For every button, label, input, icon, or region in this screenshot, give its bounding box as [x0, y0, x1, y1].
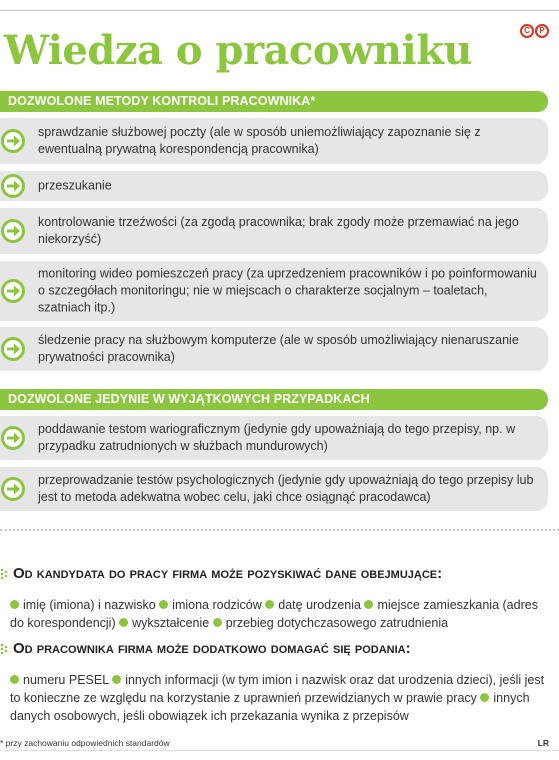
list-item-text: monitoring wideo pomieszczeń pracy (za uprzedzeniem pracowników i po poinformowaniu o szczegółach monitoringu; nie w miejscach o charakterze socjalnym – toaletach, szatniach itp.)	[38, 266, 537, 315]
candidate-data-list	[10, 596, 550, 632]
list-item-text: kontrolowanie trzeźwości (za zgodą pracownika; brak zgody może przemawiać na jego niekorzyść)	[38, 215, 519, 246]
bullet-text: wykształcenie	[132, 616, 210, 630]
arrow-right-circle-icon	[0, 336, 26, 362]
candidate-data-heading	[0, 565, 559, 582]
list-item	[0, 327, 548, 371]
bullet-dot	[364, 600, 373, 609]
bullet-text: imiona rodziców	[172, 598, 262, 612]
footnote: * przy zachowaniu odpowiednich standardów	[0, 738, 170, 748]
bullet-dot	[10, 675, 19, 684]
list-item-text: poddawanie testom wariograficznym (jedynie gdy upoważniają do tego przepisy, np. w przypadku zatrudnionych w służbach mundurowych)	[38, 422, 516, 453]
list-item-text: przeprowadzanie testów psychologicznych (jedynie gdy upoważniają do tego przepisy lub jest to metoda adekwatna wobec celu, jaki chce osiągnąć pracodawca)	[38, 473, 534, 504]
bullet-dot	[119, 618, 128, 627]
author-initials: LR	[537, 738, 549, 748]
logo-letter-c: C	[520, 24, 534, 38]
section-heading-allowed-methods: DOZWOLONE METODY KONTROLI PRACOWNIKA*	[0, 91, 548, 112]
triangle-dots-icon	[0, 568, 10, 580]
bullet-dot	[265, 600, 274, 609]
employee-data-list	[10, 671, 550, 725]
arrow-right-circle-icon	[0, 128, 26, 154]
logo-letter-p: P	[535, 24, 549, 38]
arrow-right-circle-icon	[0, 173, 26, 199]
list-item-text: śledzenie pracy na służbowym komputerze (ale w sposób umożliwiający nienaruszanie prywatności pracownika)	[38, 333, 519, 364]
employee-data-heading	[0, 640, 559, 657]
bullet-dot	[480, 693, 489, 702]
list-item	[0, 171, 548, 201]
arrow-right-circle-icon	[0, 218, 26, 244]
bullet-text: datę urodzenia	[278, 598, 361, 612]
list-item	[0, 208, 548, 254]
bullet-text: numeru PESEL	[23, 673, 109, 687]
bottom-rule	[0, 750, 559, 751]
triangle-dots-icon	[0, 643, 10, 655]
section-heading-exceptional-cases: DOZWOLONE JEDYNIE W WYJĄTKOWYCH PRZYPADKACH	[0, 389, 548, 410]
bullet-dot	[213, 618, 222, 627]
candidate-heading-text: Od kandydata do pracy firma może pozyskiwać dane obejmujące:	[13, 565, 443, 582]
employee-heading-text: Od pracownika firma może dodatkowo domagać się podania:	[13, 640, 411, 657]
list-item	[0, 261, 548, 321]
bullet-dot	[10, 600, 19, 609]
bullet-dot	[159, 600, 168, 609]
bullet-text: imię (imiona) i nazwisko	[23, 598, 156, 612]
list-item	[0, 416, 548, 460]
top-rule	[0, 10, 559, 11]
list-item	[0, 118, 548, 164]
bullet-text: przebieg dotychczasowego zatrudnienia	[225, 616, 449, 630]
arrow-right-circle-icon	[0, 425, 26, 451]
bullet-dot	[112, 675, 121, 684]
bullet-text: innych informacji (w tym imion i nazwisk oraz dat urodzenia dzieci), jeśli jest to konieczne ze względu na korzystanie z uprawnień przewidzianych w prawie pracy	[10, 673, 545, 705]
list-item-text: przeszukanie	[38, 178, 112, 193]
page-title: Wiedza o pracowniku	[4, 27, 472, 74]
bullet-text: innych danych osobowych, jeśli obowiązek ich przekazania wynika z przepisów	[10, 691, 530, 723]
arrow-right-circle-icon	[0, 278, 26, 304]
arrow-right-circle-icon	[0, 476, 26, 502]
list-item	[0, 467, 548, 511]
list-item-text: sprawdzanie służbowej poczty (ale w sposób uniemożliwiający zapoznanie się z ewentualną prywatną korespondencją pracownika)	[38, 125, 481, 156]
publisher-logo	[520, 24, 549, 38]
bullet-text: miejsce zamieszkania (adres do korespondencji)	[10, 598, 538, 630]
dotted-divider	[0, 529, 559, 531]
